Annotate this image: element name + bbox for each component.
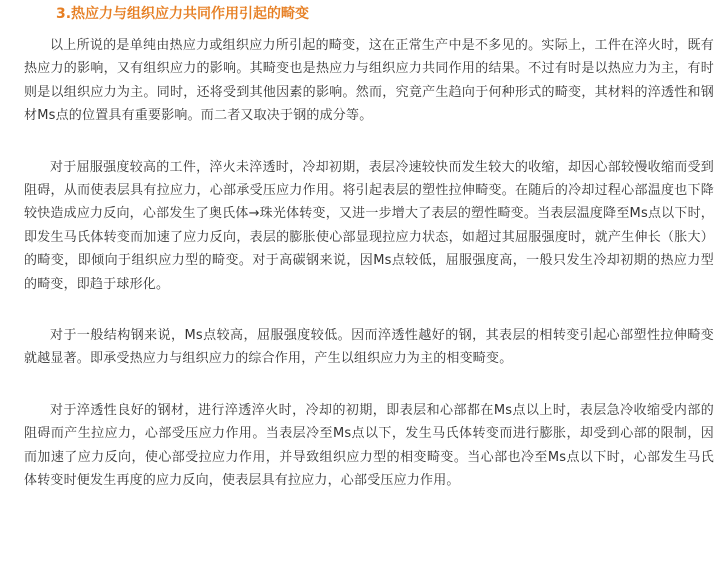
paragraph-1: 以上所说的是单纯由热应力或组织应力所引起的畸变，这在正常生产中是不多见的。实际上，工件在淬火时，既有热应力的影响，又有组织应力的影响。其畸变也是热应力与组织应力共同作用的结果。不过有时是以热应力为主，有时则是以组织应力为主。同时，还将受到其他因素的影响。然而，究竟产生趋向于何种形式的畸变，其材料的淬透性和钢材Ms点的位置具有重要影响。而二者又取决于钢的成分等。 <box>24 38 714 124</box>
section-heading: 3.热应力与组织应力共同作用引起的畸变 <box>56 6 310 22</box>
paragraph-3: 对于一般结构钢来说，Ms点较高，屈服强度较低。因而淬透性越好的钢，其表层的相转变引起心部塑性拉伸畸变就越显著。即承受热应力与组织应力的综合作用，产生以组织应力为主的相变畸变。 <box>24 328 714 367</box>
paragraph-4: 对于淬透性良好的钢材，进行淬透淬火时，冷却的初期，即表层和心部都在Ms点以上时，表层急冷收缩受内部的阻碍而产生拉应力，心部受压应力作用。当表层冷至Ms点以下，发生马氏体转变而进行膨胀，却受到心部的限制，因而加速了应力反向，使心部受拉应力作用，并导致组织应力型的相变畸变。当心部也冷至Ms点以下时，心部发生马氏体转变时便发生再度的应力反向，使表层具有拉应力，心部受压应力作用。 <box>24 402 714 489</box>
paragraph-2: 对于屈服强度较高的工件，淬火未淬透时，冷却初期，表层冷速较快而发生较大的收缩，却因心部较慢收缩而受到阻碍，从而使表层具有拉应力，心部承受压应力作用。将引起表层的塑性拉伸畸变。在随后的冷却过程心部温度也下降较快造成应力反向，心部发生了奥氏体→珠光体转变，又进一步增大了表层的塑性畸变。当表层温度降至Ms点以下时，即发生马氏体转变而加速了应力反向，表层的膨胀使心部显现拉应力状态，如超过其屈服强度时，就产生伸长（胀大）的畸变，即倾向于组织应力型的畸变。对于高碳钢来说，因Ms点较低，屈服强度高，一般只发生冷却初期的热应力型的畸变，即趋于球形化。 <box>24 159 714 292</box>
